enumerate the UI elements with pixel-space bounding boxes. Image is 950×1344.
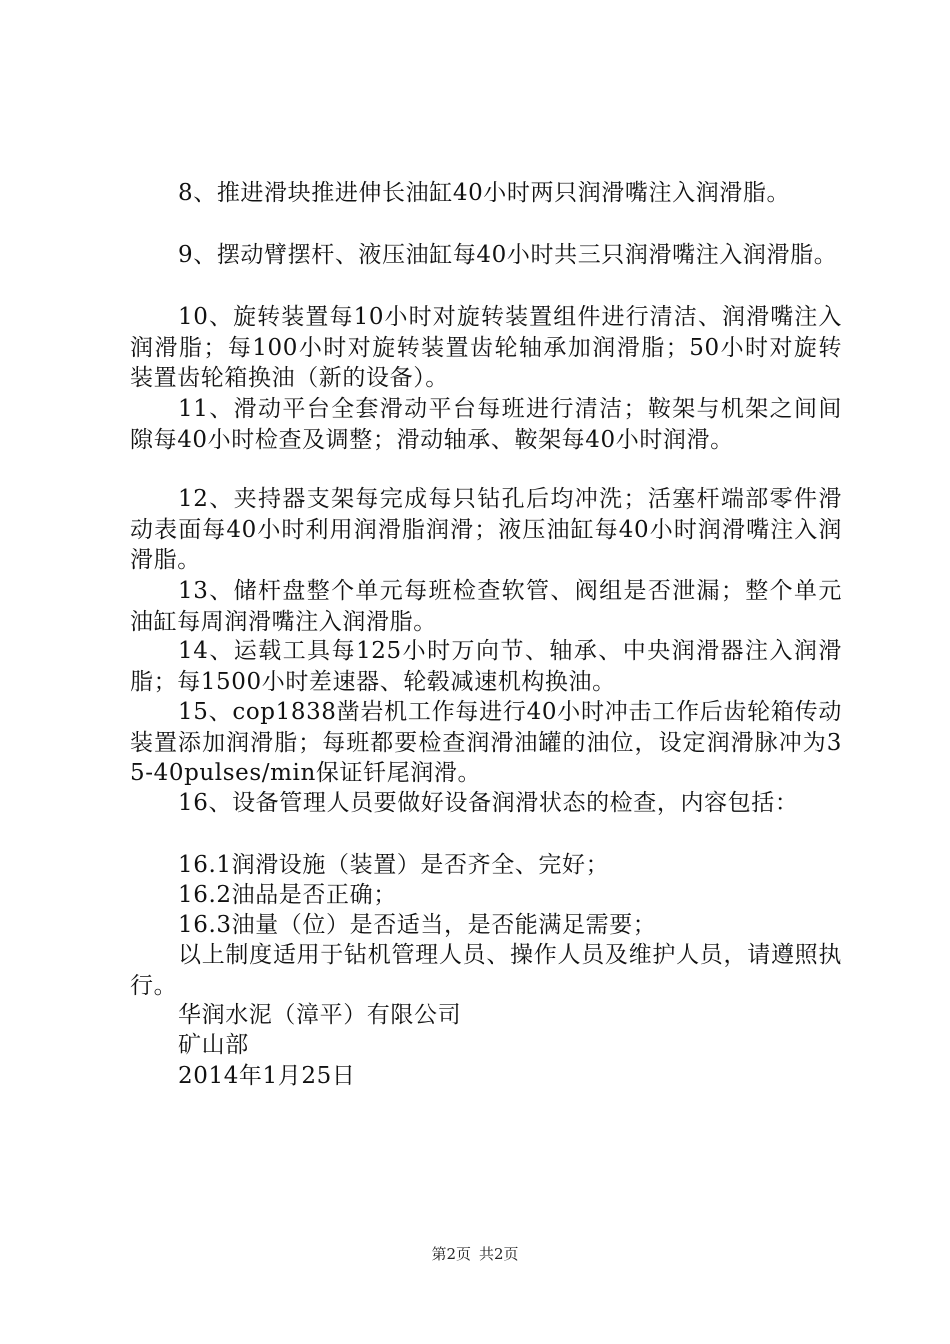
clause-9 <box>130 240 842 271</box>
closing-statement <box>130 940 842 1001</box>
signature-department: 矿山部 <box>178 1032 249 1058</box>
page-number: 第2页 <box>431 1245 471 1263</box>
clause-16-2 <box>130 880 842 911</box>
clause-text: 以上制度适用于钻机管理人员、操作人员及维护人员，请遵照执行。 <box>130 942 842 999</box>
clause-text: 12、夹持器支架每完成每只钻孔后均冲洗；活塞杆端部零件滑动表面每40小时利用润滑脂润滑；液压油缸每40小时润滑嘴注入润滑脂。 <box>130 486 842 573</box>
clause-8 <box>130 178 842 209</box>
clause-16-1 <box>130 850 842 881</box>
clause-15 <box>130 697 842 789</box>
clause-13 <box>130 576 842 637</box>
clause-16 <box>130 788 842 819</box>
page-footer <box>0 1244 950 1264</box>
clause-text: 10、旋转装置每10小时对旋转装置组件进行清洁、润滑嘴注入润滑脂；每100小时对旋转装置齿轮轴承加润滑脂；50小时对旋转装置齿轮箱换油（新的设备）。 <box>130 304 842 391</box>
clause-14 <box>130 636 842 697</box>
clause-text: 16、设备管理人员要做好设备润滑状态的检查，内容包括： <box>178 790 799 816</box>
clause-text: 15、cop1838凿岩机工作每进行40小时冲击工作后齿轮箱传动装置添加润滑脂；每班都要检查润滑油罐的油位，设定润滑脉冲为35-40pulses/min保证钎尾润滑。 <box>130 699 842 786</box>
clause-text: 8、推进滑块推进伸长油缸40小时两只润滑嘴注入润滑脂。 <box>178 180 791 206</box>
clause-text: 14、运载工具每125小时万向节、轴承、中央润滑器注入润滑脂；每1500小时差速器、轮毂减速机构换油。 <box>130 638 842 695</box>
clause-text: 16.1润滑设施（装置）是否齐全、完好； <box>178 852 610 878</box>
clause-11 <box>130 394 842 455</box>
clause-text: 16.2油品是否正确； <box>178 882 397 908</box>
signature-date: 2014年1月25日 <box>178 1063 356 1089</box>
clause-16-3 <box>130 910 842 941</box>
clause-text: 13、储杆盘整个单元每班检查软管、阀组是否泄漏；整个单元油缸每周润滑嘴注入润滑脂。 <box>130 578 842 635</box>
signature-company: 华润水泥（漳平）有限公司 <box>178 1002 462 1028</box>
clause-10 <box>130 302 842 394</box>
clause-12 <box>130 484 842 576</box>
clause-text: 11、滑动平台全套滑动平台每班进行清洁；鞍架与机架之间间隙每40小时检查及调整；滑动轴承、鞍架每40小时润滑。 <box>130 396 842 453</box>
page-total: 共2页 <box>479 1245 519 1263</box>
clause-text: 16.3油量（位）是否适当，是否能满足需要； <box>178 912 657 938</box>
clause-text: 9、摆动臂摆杆、液压油缸每40小时共三只润滑嘴注入润滑脂。 <box>178 242 838 268</box>
